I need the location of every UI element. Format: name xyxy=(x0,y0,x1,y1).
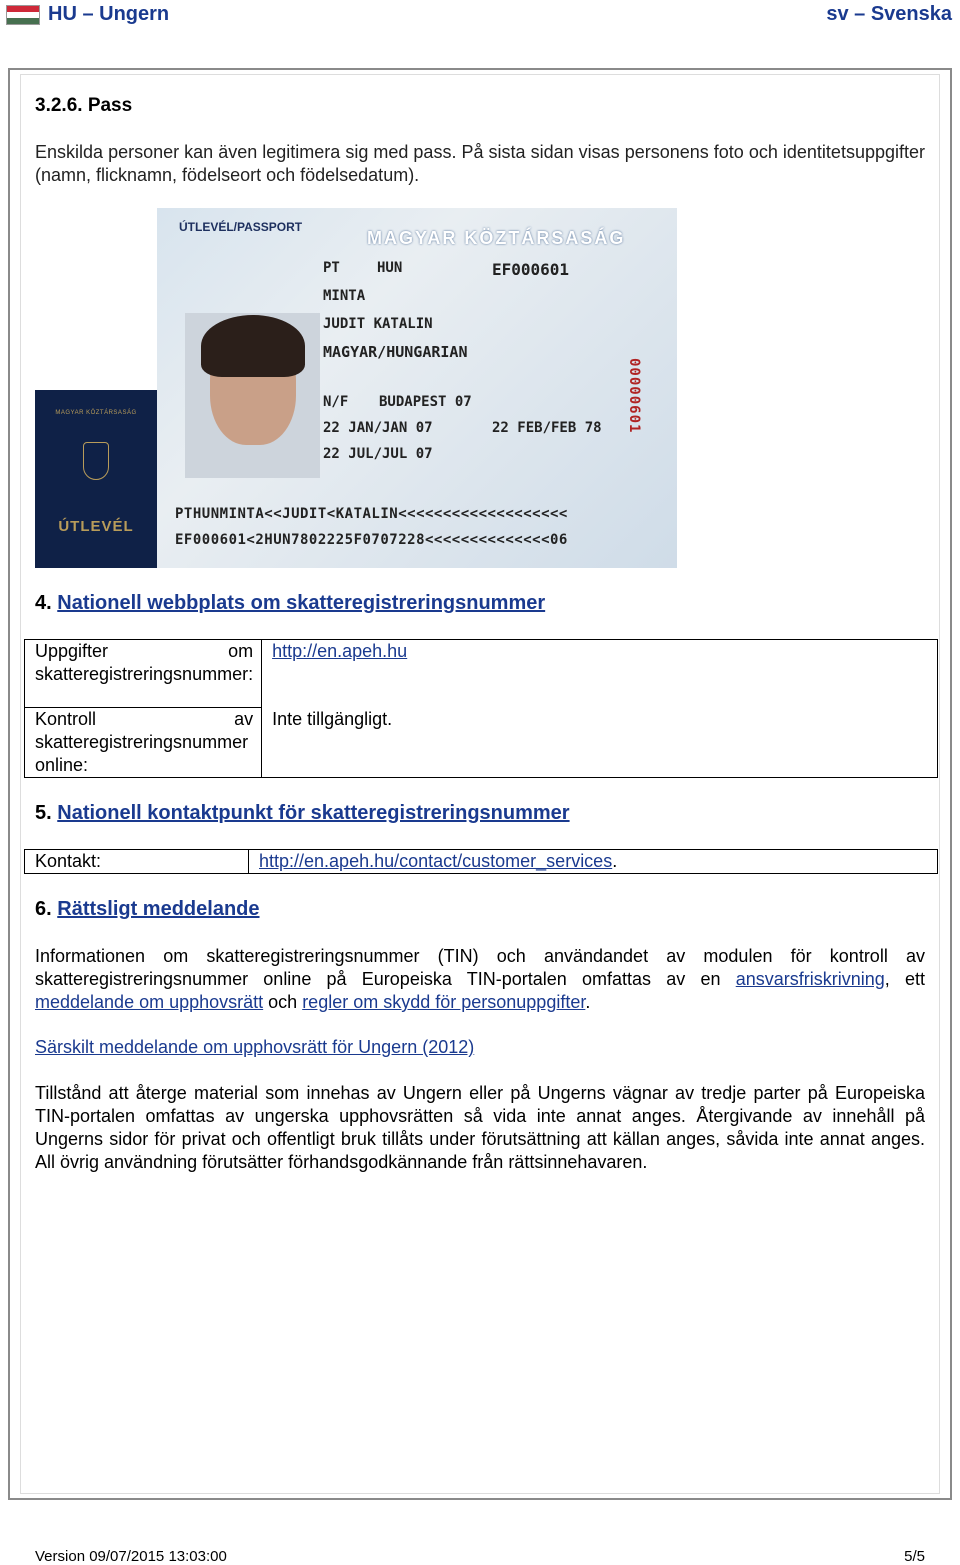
disclaimer-link[interactable]: ansvarsfriskrivning xyxy=(735,969,885,989)
passport-birthplace: BUDAPEST 07 xyxy=(379,394,472,410)
table-label: Kontakt: xyxy=(25,850,249,874)
legal-paragraph xyxy=(35,945,925,1014)
passport-photo xyxy=(185,313,320,478)
tin-website-table xyxy=(24,639,938,778)
copyright-paragraph: Tillstånd att återge material som innehas av Ungern eller på Ungerns vägnar av tredje parter på Europeiska TIN-portalen omfattas av ungerska upphovsrätten så vida inte annat anges. Återgivande av innehåll på Ungerns sidor för privat och offentligt bruk tillåts under förutsättning att källan anges, såvida inte annat anges. All övrig användning förutsätter förhandsgodkännande från rättsinnehavaren. xyxy=(35,1083,925,1172)
passport-mrz-line-2: EF000601<2HUN7802225F0707228<<<<<<<<<<<<<<06 xyxy=(175,532,568,548)
contact-link[interactable]: http://en.apeh.hu/contact/customer_services xyxy=(259,851,613,871)
booklet-title: MAGYAR KÖZTÁRSASÁG xyxy=(55,410,137,416)
table-value xyxy=(262,640,938,708)
passport-number: EF000601 xyxy=(492,260,570,279)
tin-info-link[interactable]: http://en.apeh.hu xyxy=(272,641,408,661)
passport-country: MAGYAR KÖZTÁRSASÁG xyxy=(367,228,626,248)
target-language: sv – Svenska xyxy=(826,3,952,25)
section-6-heading xyxy=(35,898,260,921)
passport-expiry-date: 22 JUL/JUL 07 xyxy=(323,446,433,462)
section-6-number: 6. xyxy=(35,898,52,920)
passport-surname: MINTA xyxy=(323,288,366,304)
hair-image xyxy=(201,315,305,377)
source-language: HU – Ungern xyxy=(48,3,170,25)
passport-header: ÚTLEVÉL/PASSPORT xyxy=(179,220,303,234)
hungary-flag-icon xyxy=(6,5,40,25)
table-label: Kontroll av skatteregistreringsnummer online: xyxy=(25,708,262,778)
footer-page-number: 5/5 xyxy=(904,1548,925,1565)
copyright-notice-link[interactable]: meddelande om upphovsrätt xyxy=(35,992,264,1012)
passport-booklet-image xyxy=(35,390,157,568)
passport-vertical-number: 00000601 xyxy=(626,358,642,434)
legal-text: Informationen om skatteregistreringsnummer (TIN) och användandet av modulen för kontroll av skatteregistreringsnummer online på Europeiska TIN-portalen omfattas av en xyxy=(35,946,925,989)
contact-table xyxy=(24,849,938,874)
section-5-title: Nationell kontaktpunkt för skatteregistreringsnummer xyxy=(57,802,570,824)
section-6-title: Rättsligt meddelande xyxy=(57,898,260,920)
table-value xyxy=(249,850,938,874)
footer-version: Version 09/07/2015 13:03:00 xyxy=(35,1548,227,1565)
special-copyright-link[interactable]: Särskilt meddelande om upphovsrätt för Ungern (2012) xyxy=(35,1037,475,1057)
table-value: Inte tillgängligt. xyxy=(262,708,938,778)
table-row xyxy=(25,708,938,778)
section-4-title: Nationell webbplats om skatteregistreringsnummer xyxy=(57,592,546,614)
booklet-word: ÚTLEVÉL xyxy=(58,518,134,535)
special-copyright-paragraph xyxy=(35,1036,925,1059)
privacy-rules-link[interactable]: regler om skydd för personuppgifter xyxy=(302,992,586,1012)
passport-sex: N/F xyxy=(323,394,349,410)
section-5-heading xyxy=(35,802,570,825)
passport-given-names: JUDIT KATALIN xyxy=(323,316,433,332)
passport-nationality: MAGYAR/HUNGARIAN xyxy=(323,343,468,361)
table-row xyxy=(25,640,938,708)
passport-issue-date: 22 FEB/FEB 78 xyxy=(492,420,602,436)
table-row xyxy=(25,850,938,874)
passport-type: PT xyxy=(323,260,340,276)
coat-of-arms-icon xyxy=(83,442,109,480)
passport-code: HUN xyxy=(377,260,403,276)
link-suffix: . xyxy=(612,851,618,871)
table-label: Uppgifter om skatteregistreringsnummer: xyxy=(25,640,262,708)
legal-text: . xyxy=(585,992,591,1012)
section-4-number: 4. xyxy=(35,592,52,614)
legal-text: och xyxy=(263,992,303,1012)
section-5-number: 5. xyxy=(35,802,52,824)
passport-birth-date: 22 JAN/JAN 07 xyxy=(323,420,433,436)
top-language-bar xyxy=(0,0,960,30)
legal-text: , ett xyxy=(884,969,925,989)
section-326-title: 3.2.6. Pass xyxy=(35,95,133,116)
section-4-heading xyxy=(35,592,545,615)
section-326-text: Enskilda personer kan även legitimera sig med pass. På sista sidan visas personens foto och identitetsuppgifter (namn, flicknamn, födelseort och födelsedatum). xyxy=(35,142,925,185)
passport-mrz-line-1: PTHUNMINTA<<JUDIT<KATALIN<<<<<<<<<<<<<<<<<<< xyxy=(175,506,568,522)
passport-data-page-image xyxy=(157,208,677,568)
